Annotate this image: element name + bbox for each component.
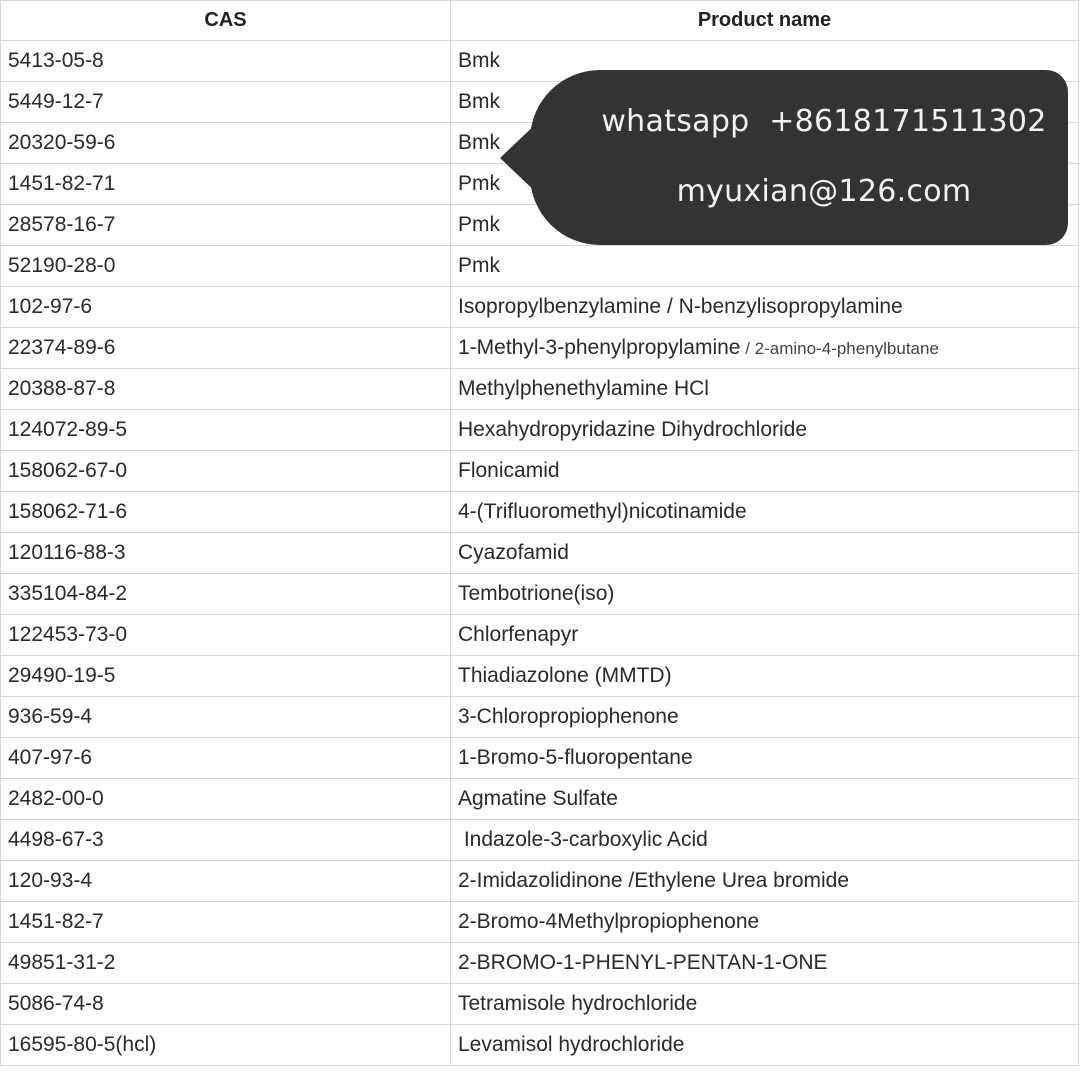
cas-cell: 158062-71-6 — [1, 492, 451, 533]
product-name-cell: Bmk — [451, 82, 1079, 123]
cas-cell: 22374-89-6 — [1, 328, 451, 369]
cas-cell: 407-97-6 — [1, 738, 451, 779]
contact-overlay — [530, 70, 1068, 245]
cas-cell: 124072-89-5 — [1, 410, 451, 451]
table-row — [1, 861, 1079, 902]
product-name-cell: Pmk — [451, 205, 1079, 246]
cas-cell: 122453-73-0 — [1, 615, 451, 656]
table-row — [1, 697, 1079, 738]
product-name-cell: Cyazofamid — [451, 533, 1079, 574]
product-name-cell: Flonicamid — [451, 451, 1079, 492]
product-name-cell: Tembotrione(iso) — [451, 574, 1079, 615]
header-product-name: Product name — [451, 1, 1079, 41]
product-name-cell: 3-Chloropropiophenone — [451, 697, 1079, 738]
table-row — [1, 533, 1079, 574]
product-name-cell: Levamisol hydrochloride — [451, 1025, 1079, 1066]
product-name-cell: 2-Bromo-4Methylpropiophenone — [451, 902, 1079, 943]
table-row — [1, 328, 1079, 369]
cas-cell: 1451-82-71 — [1, 164, 451, 205]
product-name-cell: 2-BROMO-1-PHENYL-PENTAN-1-ONE — [451, 943, 1079, 984]
product-name-cell: Methylphenethylamine HCl — [451, 369, 1079, 410]
product-name-cell: Bmk — [451, 41, 1079, 82]
table-row — [1, 492, 1079, 533]
cas-cell: 120-93-4 — [1, 861, 451, 902]
table-row — [1, 820, 1079, 861]
product-name-cell: Isopropylbenzylamine / N-benzylisopropylamine — [451, 287, 1079, 328]
table-row — [1, 943, 1079, 984]
table-row — [1, 369, 1079, 410]
cas-cell: 102-97-6 — [1, 287, 451, 328]
header-cas: CAS — [1, 1, 451, 41]
product-name-cell: Hexahydropyridazine Dihydrochloride — [451, 410, 1079, 451]
product-name-alias: / 2-amino-4-phenylbutane — [740, 339, 939, 358]
cas-cell: 335104-84-2 — [1, 574, 451, 615]
cas-cell: 52190-28-0 — [1, 246, 451, 287]
cas-cell: 2482-00-0 — [1, 779, 451, 820]
cas-cell: 5086-74-8 — [1, 984, 451, 1025]
product-name-cell: Tetramisole hydrochloride — [451, 984, 1079, 1025]
cas-cell: 20320-59-6 — [1, 123, 451, 164]
table-row — [1, 287, 1079, 328]
cas-cell: 936-59-4 — [1, 697, 451, 738]
product-name-cell: 1-Bromo-5-fluoropentane — [451, 738, 1079, 779]
table-row — [1, 410, 1079, 451]
cas-cell: 5449-12-7 — [1, 82, 451, 123]
product-name-cell: Pmk — [451, 246, 1079, 287]
cas-cell: 158062-67-0 — [1, 451, 451, 492]
product-name-cell: 2-Imidazolidinone /Ethylene Urea bromide — [451, 861, 1079, 902]
product-name-cell: Bmk — [451, 123, 1079, 164]
product-name-cell: Thiadiazolone (MMTD) — [451, 656, 1079, 697]
product-name-main: 1-Methyl-3-phenylpropylamine — [458, 336, 741, 359]
product-name-cell: 4-(Trifluoromethyl)nicotinamide — [451, 492, 1079, 533]
cas-cell: 4498-67-3 — [1, 820, 451, 861]
cas-cell: 29490-19-5 — [1, 656, 451, 697]
table-row — [1, 574, 1079, 615]
table-header-row — [1, 1, 1079, 41]
table-row — [1, 902, 1079, 943]
cas-cell: 1451-82-7 — [1, 902, 451, 943]
email-contact: myuxian@126.com — [676, 174, 972, 209]
table-row — [1, 1025, 1079, 1066]
table-row — [1, 451, 1079, 492]
cas-cell: 5413-05-8 — [1, 41, 451, 82]
cas-cell: 49851-31-2 — [1, 943, 451, 984]
table-row — [1, 615, 1079, 656]
whatsapp-contact: whatsapp +8618171511302 — [601, 104, 1047, 139]
table-row — [1, 984, 1079, 1025]
table-row — [1, 656, 1079, 697]
table-row — [1, 779, 1079, 820]
product-name-cell: Pmk — [451, 164, 1079, 205]
cas-cell: 28578-16-7 — [1, 205, 451, 246]
product-name-cell: Indazole-3-carboxylic Acid — [451, 820, 1079, 861]
product-name-cell: Chlorfenapyr — [451, 615, 1079, 656]
cas-cell: 20388-87-8 — [1, 369, 451, 410]
product-name-cell — [451, 328, 1079, 369]
cas-cell: 120116-88-3 — [1, 533, 451, 574]
table-row — [1, 738, 1079, 779]
cas-cell: 16595-80-5(hcl) — [1, 1025, 451, 1066]
product-name-cell: Agmatine Sulfate — [451, 779, 1079, 820]
table-row — [1, 246, 1079, 287]
